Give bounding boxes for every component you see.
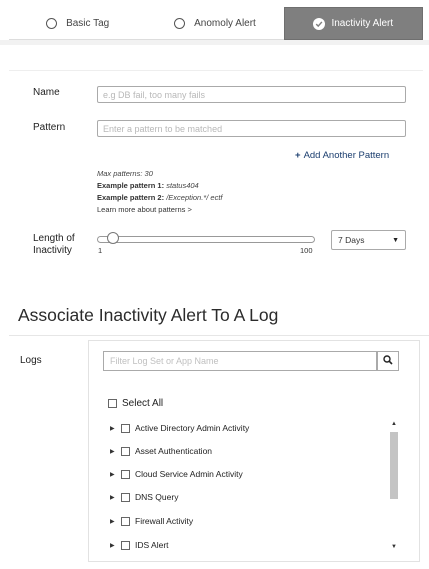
slider-min-label: 1 [98,246,103,255]
example2-value: /Exception.*/ ectf [166,193,223,202]
scroll-up-icon[interactable]: ▲ [391,421,397,427]
learn-more-link[interactable]: Learn more about patterns > [97,205,192,214]
name-label: Name [33,87,60,98]
list-item[interactable] [110,467,243,481]
tab-label: Inactivity Alert [331,18,394,29]
tab-basic-tag[interactable] [9,7,146,40]
chevron-right-icon[interactable]: ▶ [110,471,115,478]
search-button[interactable] [377,351,399,371]
pattern-label: Pattern [33,122,66,133]
inactivity-slider-handle[interactable] [107,232,119,244]
log-item-label: Firewall Activity [135,516,194,526]
chevron-right-icon[interactable]: ▶ [110,494,115,501]
log-item-label: IDS Alert [135,540,169,550]
checkbox-icon[interactable] [121,493,130,502]
tab-label: Anomoly Alert [194,17,256,29]
chevron-right-icon[interactable]: ▶ [110,448,115,455]
radio-icon [46,18,57,29]
logs-label: Logs [20,355,42,366]
list-item[interactable] [110,490,178,504]
max-patterns-text: Max patterns: 30 [97,169,153,178]
example1-value: status404 [166,181,199,190]
plus-icon: + [295,150,301,161]
select-all-label: Select All [122,398,164,409]
section-divider [9,335,429,336]
length-of-inactivity-label [33,233,75,257]
tab-label: Basic Tag [66,17,110,29]
example1-label: Example pattern 1: [97,181,165,190]
list-item[interactable] [110,538,169,552]
length-label-line2: Inactivity [33,245,72,256]
add-pattern-label: Add Another Pattern [303,150,390,161]
tab-inactivity-alert[interactable] [284,7,423,40]
log-item-label: Cloud Service Admin Activity [135,469,243,479]
pattern-hints [97,168,222,216]
log-item-label: Asset Authentication [135,446,213,456]
chevron-right-icon[interactable]: ▶ [110,425,115,432]
name-input[interactable]: e.g DB fail, too many fails [97,86,406,103]
search-icon [383,352,393,370]
add-pattern-button[interactable] [295,150,389,161]
tab-anomoly-alert[interactable] [146,7,283,40]
checkbox-icon[interactable] [121,517,130,526]
checkbox-icon [108,399,117,408]
pattern-input[interactable]: Enter a pattern to be matched [97,120,406,137]
log-filter-input[interactable]: Filter Log Set or App Name [103,351,377,371]
alert-type-tabs [9,7,423,40]
duration-value: 7 Days [338,235,365,245]
slider-max-label: 100 [300,246,313,255]
checkbox-icon[interactable] [121,447,130,456]
duration-select[interactable] [331,230,406,250]
chevron-right-icon[interactable]: ▶ [110,518,115,525]
tab-underline [0,40,429,45]
checkbox-icon[interactable] [121,424,130,433]
chevron-down-icon: ▼ [392,237,399,244]
length-label-line1: Length of [33,233,75,244]
list-item[interactable] [110,444,212,458]
checkbox-icon[interactable] [121,470,130,479]
checkbox-icon[interactable] [121,541,130,550]
list-item[interactable] [110,514,193,528]
chevron-right-icon[interactable]: ▶ [110,542,115,549]
log-item-label: DNS Query [135,492,179,502]
radio-icon [174,18,185,29]
scroll-down-icon[interactable]: ▼ [391,544,397,550]
example2-label: Example pattern 2: [97,193,165,202]
log-item-label: Active Directory Admin Activity [135,423,250,433]
log-list [110,417,404,556]
check-circle-icon [313,18,325,30]
select-all-checkbox[interactable] [108,398,163,409]
list-item[interactable] [110,421,249,435]
section-title: Associate Inactivity Alert To A Log [18,305,279,325]
scrollbar-thumb[interactable] [390,432,398,499]
inactivity-slider-track[interactable] [97,236,315,243]
